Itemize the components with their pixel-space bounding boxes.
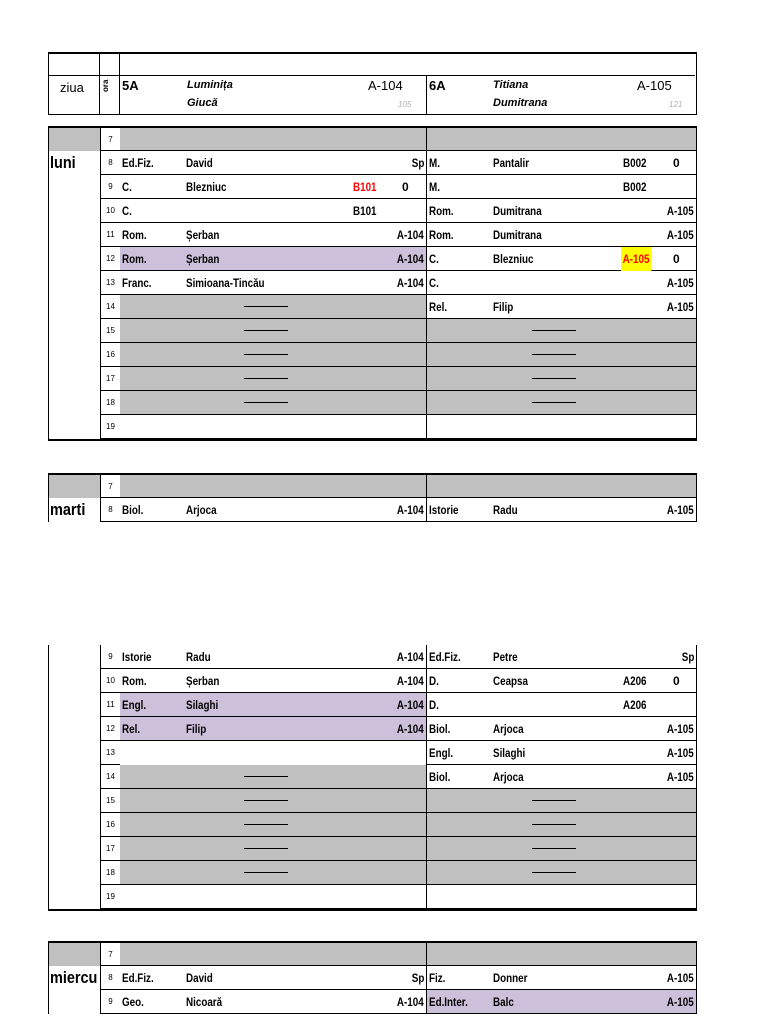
table-row: [48, 765, 697, 789]
empty-slot-dash: [244, 306, 288, 307]
cell-a: [120, 885, 427, 909]
subject-label: Biol.: [429, 770, 451, 784]
subject-label: Istorie: [429, 503, 459, 517]
room-label: A-105: [667, 722, 694, 736]
cell-b: [427, 837, 697, 861]
table-row: [48, 295, 697, 319]
hour-number: 17: [100, 367, 120, 391]
room-label: Sp: [411, 971, 424, 985]
table-row: [48, 966, 697, 990]
cell-a: [120, 669, 427, 693]
empty-slot-dash: [244, 824, 288, 825]
cell-b: [427, 990, 697, 1014]
subject-label: Rom.: [122, 228, 147, 242]
cell-b: [427, 645, 697, 669]
cell-b: [427, 741, 697, 765]
teacher-label: Balc: [493, 995, 514, 1009]
cell-b: [427, 223, 697, 247]
table-row: [48, 645, 697, 669]
hour-number: 13: [100, 741, 120, 765]
room-label: A-104: [397, 503, 424, 517]
cell-b: [427, 343, 697, 367]
teacher-label: Simioana-Tincău: [186, 276, 265, 290]
flag-value: 0: [673, 156, 680, 170]
table-row: [48, 789, 697, 813]
cell-b: [427, 717, 697, 741]
hour-number: 18: [100, 391, 120, 415]
cell-b: [427, 942, 697, 966]
class-5a-teacher-last: Giucă: [187, 97, 218, 109]
teacher-label: Pantalir: [493, 156, 530, 170]
day-label-marti: marti: [50, 500, 86, 519]
room-label: A-104: [397, 674, 424, 688]
class-5a-count: 105: [398, 100, 412, 109]
subject-label: D.: [429, 698, 439, 712]
subject-label: C.: [429, 252, 439, 266]
teacher-label: Nicoară: [186, 995, 223, 1009]
day-label-luni: luni: [50, 153, 76, 172]
teacher-label: Filip: [186, 722, 207, 736]
hour-number: 12: [100, 247, 120, 271]
teacher-label: Silaghi: [493, 746, 526, 760]
empty-slot-dash: [532, 848, 576, 849]
teacher-label: Arjoca: [493, 722, 524, 736]
teacher-label: Blezniuc: [493, 252, 534, 266]
table-row: [48, 247, 697, 271]
table-row: [48, 498, 697, 522]
class-6a-teacher-first: Titiana: [493, 79, 529, 91]
hour-number: 14: [100, 765, 120, 789]
room-label: A-105: [667, 770, 694, 784]
table-row: [48, 175, 697, 199]
timetable-page-1: [48, 52, 697, 526]
table-row: [48, 942, 697, 966]
hour-number: 16: [100, 813, 120, 837]
cell-a: [120, 990, 427, 1014]
hour-number: 19: [100, 885, 120, 909]
room-label: A-105: [667, 300, 694, 314]
flag-value: 0: [673, 252, 680, 266]
hour-number: 10: [100, 199, 120, 223]
table-row: [48, 199, 697, 223]
empty-slot-dash: [244, 776, 288, 777]
hour-number: 8: [100, 966, 120, 990]
hour-number: 7: [100, 942, 120, 966]
room-label: A206: [623, 674, 647, 688]
class-6a-teacher-last: Dumitrana: [493, 97, 548, 109]
subject-label: C.: [122, 204, 132, 218]
subject-label: Biol.: [122, 503, 144, 517]
cell-a: [120, 151, 427, 175]
cell-b: [427, 367, 697, 391]
empty-slot-dash: [532, 800, 576, 801]
room-label: A-104: [397, 995, 424, 1009]
empty-slot-dash: [244, 848, 288, 849]
class-6a-count: 121: [669, 100, 683, 109]
hour-number: 13: [100, 271, 120, 295]
table-row: [48, 474, 697, 498]
table-row: [48, 343, 697, 367]
subject-label: C.: [429, 276, 439, 290]
room-label: A-104: [397, 722, 424, 736]
table-row: [48, 837, 697, 861]
subject-label: Biol.: [429, 722, 451, 736]
empty-slot-dash: [244, 800, 288, 801]
room-label: A-105: [621, 247, 651, 271]
teacher-label: Filip: [493, 300, 514, 314]
teacher-label: Radu: [186, 650, 211, 664]
hour-number: 9: [100, 645, 120, 669]
ora-label: ora: [101, 79, 110, 92]
room-label: A-105: [667, 503, 694, 517]
empty-slot-dash: [244, 378, 288, 379]
hour-number: 16: [100, 343, 120, 367]
hour-number: 14: [100, 295, 120, 319]
day-block-luni: [48, 127, 697, 451]
subject-label: Ed.Fiz.: [122, 971, 154, 985]
subject-label: C.: [122, 180, 132, 194]
day-block-marti-continued: [48, 645, 697, 920]
subject-label: Istorie: [122, 650, 152, 664]
hour-number: 19: [100, 415, 120, 439]
cell-a: [120, 127, 427, 151]
table-row: [48, 669, 697, 693]
day-label-miercuri: miercu: [50, 968, 98, 987]
cell-a: [120, 837, 427, 861]
subject-label: Rel.: [122, 722, 141, 736]
cell-b: [427, 415, 697, 439]
teacher-label: Șerban: [186, 252, 220, 266]
empty-slot-dash: [532, 378, 576, 379]
empty-slot-dash: [532, 354, 576, 355]
cell-a: [120, 741, 427, 765]
room-label: B002: [623, 180, 647, 194]
room-label: A-105: [667, 228, 694, 242]
table-row: [48, 127, 697, 151]
table-row: [48, 861, 697, 885]
hour-number: 11: [100, 693, 120, 717]
teacher-label: Șerban: [186, 674, 220, 688]
room-label: B002: [623, 156, 647, 170]
cell-a: [120, 367, 427, 391]
room-label: A-104: [397, 252, 424, 266]
day-block-marti: [48, 474, 697, 526]
hour-number: 10: [100, 669, 120, 693]
teacher-label: Arjoca: [493, 770, 524, 784]
section-divider: [48, 909, 697, 911]
cell-b: [427, 885, 697, 909]
hour-number: 15: [100, 789, 120, 813]
teacher-label: Dumitrana: [493, 228, 542, 242]
ziua-label: ziua: [60, 80, 84, 95]
subject-label: Ed.Fiz.: [429, 650, 461, 664]
room-label: Sp: [411, 156, 424, 170]
cell-a: [120, 717, 427, 741]
cell-b: [427, 474, 697, 498]
cell-b: [427, 391, 697, 415]
hour-number: 17: [100, 837, 120, 861]
room-label: A-105: [667, 204, 694, 218]
class-6a-room: A-105: [637, 78, 672, 93]
teacher-label: Ceapsa: [493, 674, 529, 688]
teacher-label: David: [186, 156, 213, 170]
teacher-label: Silaghi: [186, 698, 219, 712]
hour-number: 9: [100, 990, 120, 1014]
cell-b: [427, 295, 697, 319]
cell-b: [427, 151, 697, 175]
subject-label: D.: [429, 674, 439, 688]
cell-a: [120, 295, 427, 319]
flag-value: 0: [673, 674, 680, 688]
cell-a: [120, 223, 427, 247]
class-5a-teacher-first: Luminița: [187, 79, 233, 91]
subject-label: Franc.: [122, 276, 152, 290]
cell-a: [120, 343, 427, 367]
table-row: [48, 693, 697, 717]
empty-slot-dash: [244, 354, 288, 355]
cell-b: [427, 247, 697, 271]
empty-slot-dash: [532, 872, 576, 873]
cell-b: [427, 861, 697, 885]
hour-number: 11: [100, 223, 120, 247]
table-row: [48, 367, 697, 391]
subject-label: Rel.: [429, 300, 448, 314]
room-label: A-104: [397, 276, 424, 290]
cell-b: [427, 127, 697, 151]
cell-a: [120, 474, 427, 498]
cell-a: [120, 415, 427, 439]
hour-number: 15: [100, 319, 120, 343]
table-row: [48, 223, 697, 247]
cell-a: [120, 813, 427, 837]
teacher-label: David: [186, 971, 213, 985]
room-label: A-105: [667, 995, 694, 1009]
cell-b: [427, 765, 697, 789]
subject-label: M.: [429, 180, 440, 194]
cell-b: [427, 669, 697, 693]
cell-a: [120, 175, 427, 199]
teacher-label: Blezniuc: [186, 180, 227, 194]
cell-a: [120, 861, 427, 885]
table-row: [48, 151, 697, 175]
room-label: A-105: [667, 971, 694, 985]
cell-b: [427, 789, 697, 813]
table-row: [48, 391, 697, 415]
subject-label: M.: [429, 156, 440, 170]
class-6a-name: 6A: [429, 78, 446, 93]
subject-label: Rom.: [429, 228, 454, 242]
empty-slot-dash: [532, 330, 576, 331]
cell-a: [120, 693, 427, 717]
subject-label: Rom.: [429, 204, 454, 218]
subject-label: Rom.: [122, 252, 147, 266]
cell-b: [427, 175, 697, 199]
hour-number: 7: [100, 127, 120, 151]
cell-a: [120, 765, 427, 789]
room-label: A-105: [667, 746, 694, 760]
section-divider: [48, 439, 697, 441]
room-label: B101: [353, 204, 377, 218]
table-row: [48, 717, 697, 741]
cell-b: [427, 813, 697, 837]
cell-b: [427, 498, 697, 522]
table-row: [48, 885, 697, 909]
table-row: [48, 415, 697, 439]
teacher-label: Donner: [493, 971, 528, 985]
hour-number: 7: [100, 474, 120, 498]
teacher-label: Dumitrana: [493, 204, 542, 218]
class-5a-room: A-104: [368, 78, 403, 93]
table-row: [48, 271, 697, 295]
subject-label: Geo.: [122, 995, 144, 1009]
subject-label: Ed.Inter.: [429, 995, 468, 1009]
room-label: A206: [623, 698, 647, 712]
room-label: Sp: [681, 650, 694, 664]
cell-a: [120, 319, 427, 343]
empty-slot-dash: [532, 824, 576, 825]
cell-a: [120, 199, 427, 223]
room-label: A-104: [397, 698, 424, 712]
teacher-label: Petre: [493, 650, 518, 664]
cell-a: [120, 498, 427, 522]
cell-b: [427, 693, 697, 717]
subject-label: Rom.: [122, 674, 147, 688]
teacher-label: Arjoca: [186, 503, 217, 517]
timetable-page-2: [48, 645, 697, 1024]
table-row: [48, 813, 697, 837]
cell-a: [120, 966, 427, 990]
empty-slot-dash: [244, 872, 288, 873]
room-label: A-104: [397, 228, 424, 242]
room-label: A-104: [397, 650, 424, 664]
empty-slot-dash: [244, 330, 288, 331]
cell-a: [120, 645, 427, 669]
cell-a: [120, 789, 427, 813]
subject-label: Ed.Fiz.: [122, 156, 154, 170]
hour-number: 9: [100, 175, 120, 199]
room-label: A-105: [667, 276, 694, 290]
cell-b: [427, 966, 697, 990]
class-5a-name: 5A: [122, 78, 139, 93]
hour-number: 8: [100, 151, 120, 175]
class-header: [48, 52, 697, 115]
subject-label: Fiz.: [429, 971, 446, 985]
room-label: B101: [353, 180, 377, 194]
subject-label: Engl.: [429, 746, 454, 760]
cell-a: [120, 391, 427, 415]
hour-number: 8: [100, 498, 120, 522]
cell-b: [427, 199, 697, 223]
cell-a: [120, 271, 427, 295]
day-block-miercuri: [48, 942, 697, 1026]
table-row: [48, 741, 697, 765]
table-row: [48, 319, 697, 343]
hour-number: 18: [100, 861, 120, 885]
hour-number: 12: [100, 717, 120, 741]
table-row: [48, 990, 697, 1014]
cell-a: [120, 942, 427, 966]
subject-label: Engl.: [122, 698, 147, 712]
teacher-label: Radu: [493, 503, 518, 517]
empty-slot-dash: [244, 402, 288, 403]
cell-b: [427, 319, 697, 343]
cell-b: [427, 271, 697, 295]
empty-slot-dash: [532, 402, 576, 403]
flag-value: 0: [402, 180, 409, 194]
cell-a: [120, 247, 427, 271]
teacher-label: Șerban: [186, 228, 220, 242]
